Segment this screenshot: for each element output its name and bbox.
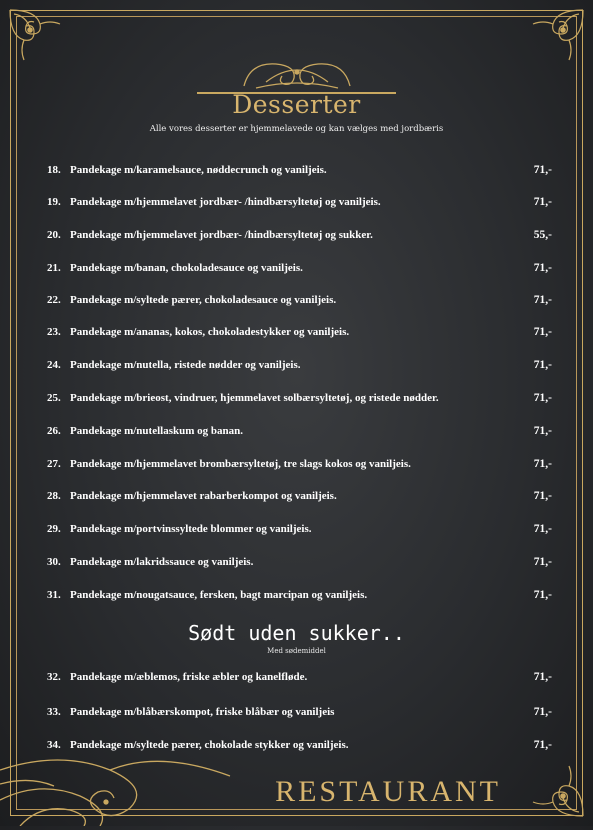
- item-number: 27.: [47, 458, 61, 470]
- item-number: 22.: [47, 294, 61, 306]
- item-description: Pandekage m/karamelsauce, nøddecrunch og vaniljeis.: [70, 164, 327, 176]
- section-subtitle: Med sødemiddel: [267, 647, 326, 655]
- item-description: Pandekage m/æblemos, friske æbler og kanelfløde.: [70, 671, 308, 683]
- page-subtitle: Alle vores desserter er hjemmelavede og kan vælges med jordbæris: [149, 124, 444, 134]
- menu-item: [47, 703, 552, 721]
- item-number: 32.: [47, 671, 61, 683]
- item-description: Pandekage m/hjemmelavet brombærsyltetøj, tre slags kokos og vaniljeis.: [70, 458, 411, 470]
- menu-item: [47, 291, 552, 309]
- item-number: 28.: [47, 490, 61, 502]
- item-number: 29.: [47, 523, 61, 535]
- item-price: 71,-: [533, 294, 552, 306]
- item-price: 55,-: [533, 229, 552, 241]
- item-description: Pandekage m/hjemmelavet jordbær- /hindbærsyltetøj og vaniljeis.: [70, 196, 381, 208]
- item-price: 71,-: [533, 556, 552, 568]
- frame-inner-border: [16, 16, 577, 810]
- item-number: 26.: [47, 425, 61, 437]
- menu-item: [47, 553, 552, 571]
- menu-item: [47, 586, 552, 604]
- item-description: Pandekage m/nougatsauce, fersken, bagt marcipan og vaniljeis.: [70, 589, 368, 601]
- item-description: Pandekage m/hjemmelavet rabarberkompot og vaniljeis.: [70, 490, 337, 502]
- menu-item: [47, 668, 552, 686]
- item-number: 30.: [47, 556, 61, 568]
- item-price: 71,-: [533, 392, 552, 404]
- item-number: 20.: [47, 229, 61, 241]
- item-description: Pandekage m/ananas, kokos, chokoladestykker og vaniljeis.: [70, 326, 350, 338]
- item-description: Pandekage m/syltede pærer, chokolade stykker og vaniljeis.: [70, 739, 349, 751]
- menu-item: [47, 193, 552, 211]
- item-number: 19.: [47, 196, 61, 208]
- corner-flourish-icon: [527, 760, 587, 820]
- item-price: 71,-: [533, 589, 552, 601]
- menu-item: [47, 356, 552, 374]
- footer-restaurant-label: RESTAURANT: [275, 775, 501, 808]
- item-number: 23.: [47, 326, 61, 338]
- item-price: 71,-: [533, 523, 552, 535]
- menu-item: [47, 455, 552, 473]
- item-price: 71,-: [533, 671, 552, 683]
- item-price: 71,-: [533, 458, 552, 470]
- item-description: Pandekage m/blåbærskompot, friske blåbær og vaniljeis: [70, 706, 335, 718]
- scroll-ornament-icon: [236, 56, 358, 92]
- item-description: Pandekage m/portvinssyltede blommer og vaniljeis.: [70, 523, 312, 535]
- menu-item: [47, 161, 552, 179]
- item-description: Pandekage m/nutellaskum og banan.: [70, 425, 243, 437]
- menu-item: [47, 226, 552, 244]
- item-price: 71,-: [533, 326, 552, 338]
- corner-flourish-icon: [527, 6, 587, 66]
- menu-item: [47, 259, 552, 277]
- item-number: 31.: [47, 589, 61, 601]
- item-price: 71,-: [533, 425, 552, 437]
- item-description: Pandekage m/hjemmelavet jordbær- /hindbærsyltetøj og sukker.: [70, 229, 373, 241]
- item-description: Pandekage m/banan, chokoladesauce og vaniljeis.: [70, 262, 303, 274]
- item-price: 71,-: [533, 490, 552, 502]
- menu-item: [47, 422, 552, 440]
- item-price: 71,-: [533, 196, 552, 208]
- menu-item: [47, 487, 552, 505]
- item-price: 71,-: [533, 739, 552, 751]
- item-number: 24.: [47, 359, 61, 371]
- item-description: Pandekage m/nutella, ristede nødder og vaniljeis.: [70, 359, 301, 371]
- swirl-ornament-icon: [0, 730, 300, 826]
- item-number: 33.: [47, 706, 61, 718]
- item-price: 71,-: [533, 164, 552, 176]
- item-price: 71,-: [533, 359, 552, 371]
- item-description: Pandekage m/lakridssauce og vaniljeis.: [70, 556, 254, 568]
- item-description: Pandekage m/syltede pærer, chokoladesauce og vaniljeis.: [70, 294, 337, 306]
- page-title: Desserter: [232, 90, 361, 119]
- menu-item: [47, 520, 552, 538]
- item-number: 18.: [47, 164, 61, 176]
- item-price: 71,-: [533, 262, 552, 274]
- menu-item: [47, 323, 552, 341]
- item-number: 21.: [47, 262, 61, 274]
- menu-item: [47, 389, 552, 407]
- section-title: Sødt uden sukker..: [188, 621, 405, 645]
- corner-flourish-icon: [6, 6, 66, 66]
- item-price: 71,-: [533, 706, 552, 718]
- item-number: 34.: [47, 739, 61, 751]
- item-description: Pandekage m/brieost, vindruer, hjemmelavet solbærsyltetøj, og ristede nødder.: [70, 392, 439, 404]
- item-number: 25.: [47, 392, 61, 404]
